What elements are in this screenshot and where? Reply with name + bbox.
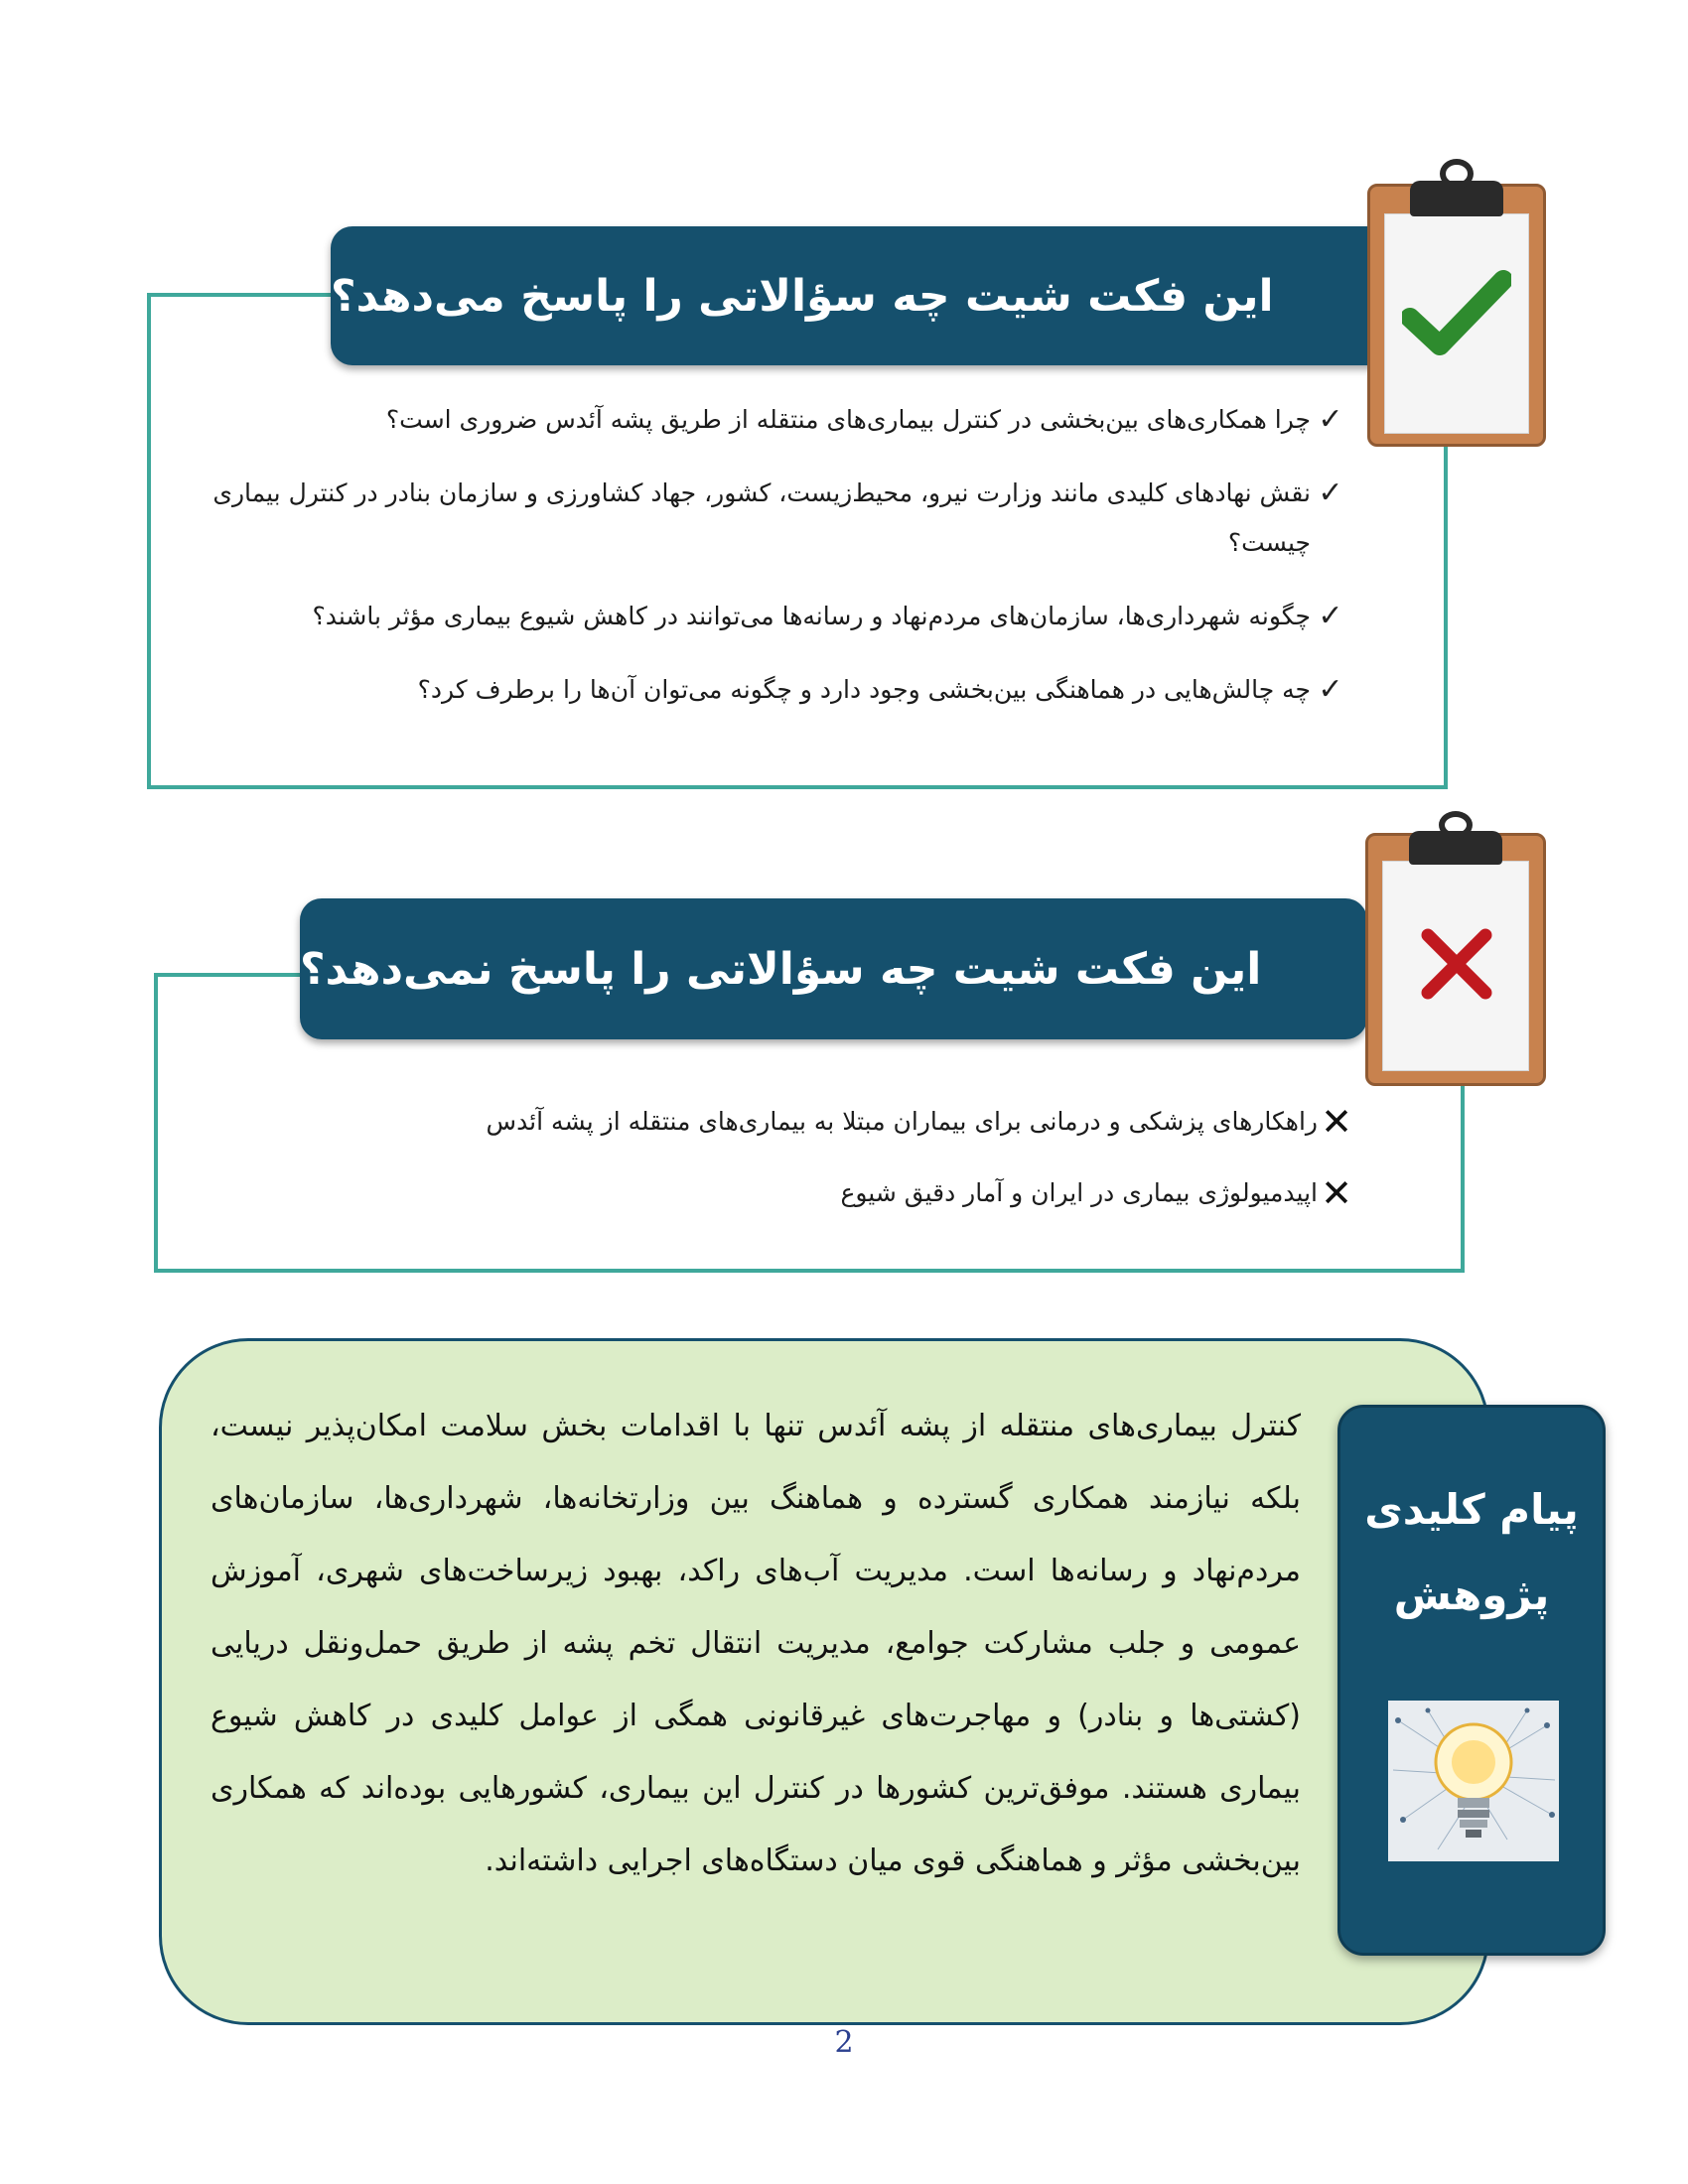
check-outline-icon: ✓ <box>1318 402 1343 437</box>
lightbulb-icon <box>1388 1701 1559 1861</box>
check-outline-icon: ✓ <box>1318 476 1343 510</box>
key-message-title-line1: پیام کلیدی <box>1364 1485 1579 1534</box>
key-message-text: کنترل بیماری‌های منتقله از پشه آئدس تنها با اقدامات بخش سلامت امکان‌پذیر نیست، بلکه نیازمند همکاری گسترده و هماهنگ بین وزارتخانه‌ها، شهرداری‌ها، سازمان‌های مردم‌نهاد و رسانه‌ها است. مدیریت آب‌های راکد، بهبود زیرساخت‌های شهری، آموزش عمومی و جلب مشارکت جوامع، مدیریت انتقال تخم پشه از طریق حمل‌ونقل دریایی (کشتی‌ها و بنادر) و مهاجرت‌های غیرقانونی همگی از عوامل کلیدی در کاهش شیوع بیماری هستند. موفق‌ترین کشورها در کنترل این بیماری، کشورهایی بوده‌اند که همکاری بین‌بخشی مؤثر و هماهنگی قوی میان دستگاه‌های اجرایی داشته‌اند. <box>211 1409 1301 1878</box>
list-item: ✕ اپیدمیولوژی بیماری در ایران و آمار دقیق شیوع <box>328 1168 1355 1218</box>
cross-icon: ✕ <box>1321 1171 1352 1215</box>
key-message-panel <box>1337 1405 1606 1956</box>
answers-header <box>331 226 1423 365</box>
list-item: ✓ چگونه شهرداری‌ها، سازمان‌های مردم‌نهاد و رسانه‌ها می‌توانند در کاهش شیوع بیماری مؤثر باشند؟ <box>209 592 1350 641</box>
check-outline-icon: ✓ <box>1318 672 1343 707</box>
check-outline-icon: ✓ <box>1318 599 1343 633</box>
clipboard-cross-icon <box>1360 811 1551 1089</box>
key-message-title-line2: پژوهش <box>1393 1570 1550 1619</box>
list-item: ✕ راهکارهای پزشکی و درمانی برای بیماران مبتلا به بیماری‌های منتقله از پشه آئدس <box>328 1097 1355 1147</box>
non-answers-title: این فکت شیت چه سؤالاتی را پاسخ نمی‌دهد؟ <box>300 943 1262 995</box>
answers-title: این فکت شیت چه سؤالاتی را پاسخ می‌دهد؟ <box>331 270 1274 322</box>
page-number: 2 <box>834 2025 854 2060</box>
clipboard-check-icon <box>1362 159 1551 452</box>
list-item: ✓ نقش نهادهای کلیدی مانند وزارت نیرو، محیط‌زیست، کشور، جهاد کشاورزی و سازمان بنادر در کنترل بیماری چیست؟ <box>209 469 1350 568</box>
list-item: ✓ چرا همکاری‌های بین‌بخشی در کنترل بیماری‌های منتقله از طریق پشه آئدس ضروری است؟ <box>209 395 1350 445</box>
list-item: ✓ چه چالش‌هایی در هماهنگی بین‌بخشی وجود دارد و چگونه می‌توان آن‌ها را برطرف کرد؟ <box>209 665 1350 715</box>
cross-icon: ✕ <box>1321 1100 1352 1144</box>
answers-list <box>209 395 1350 715</box>
non-answers-header <box>300 898 1367 1039</box>
non-answers-list <box>328 1097 1355 1218</box>
